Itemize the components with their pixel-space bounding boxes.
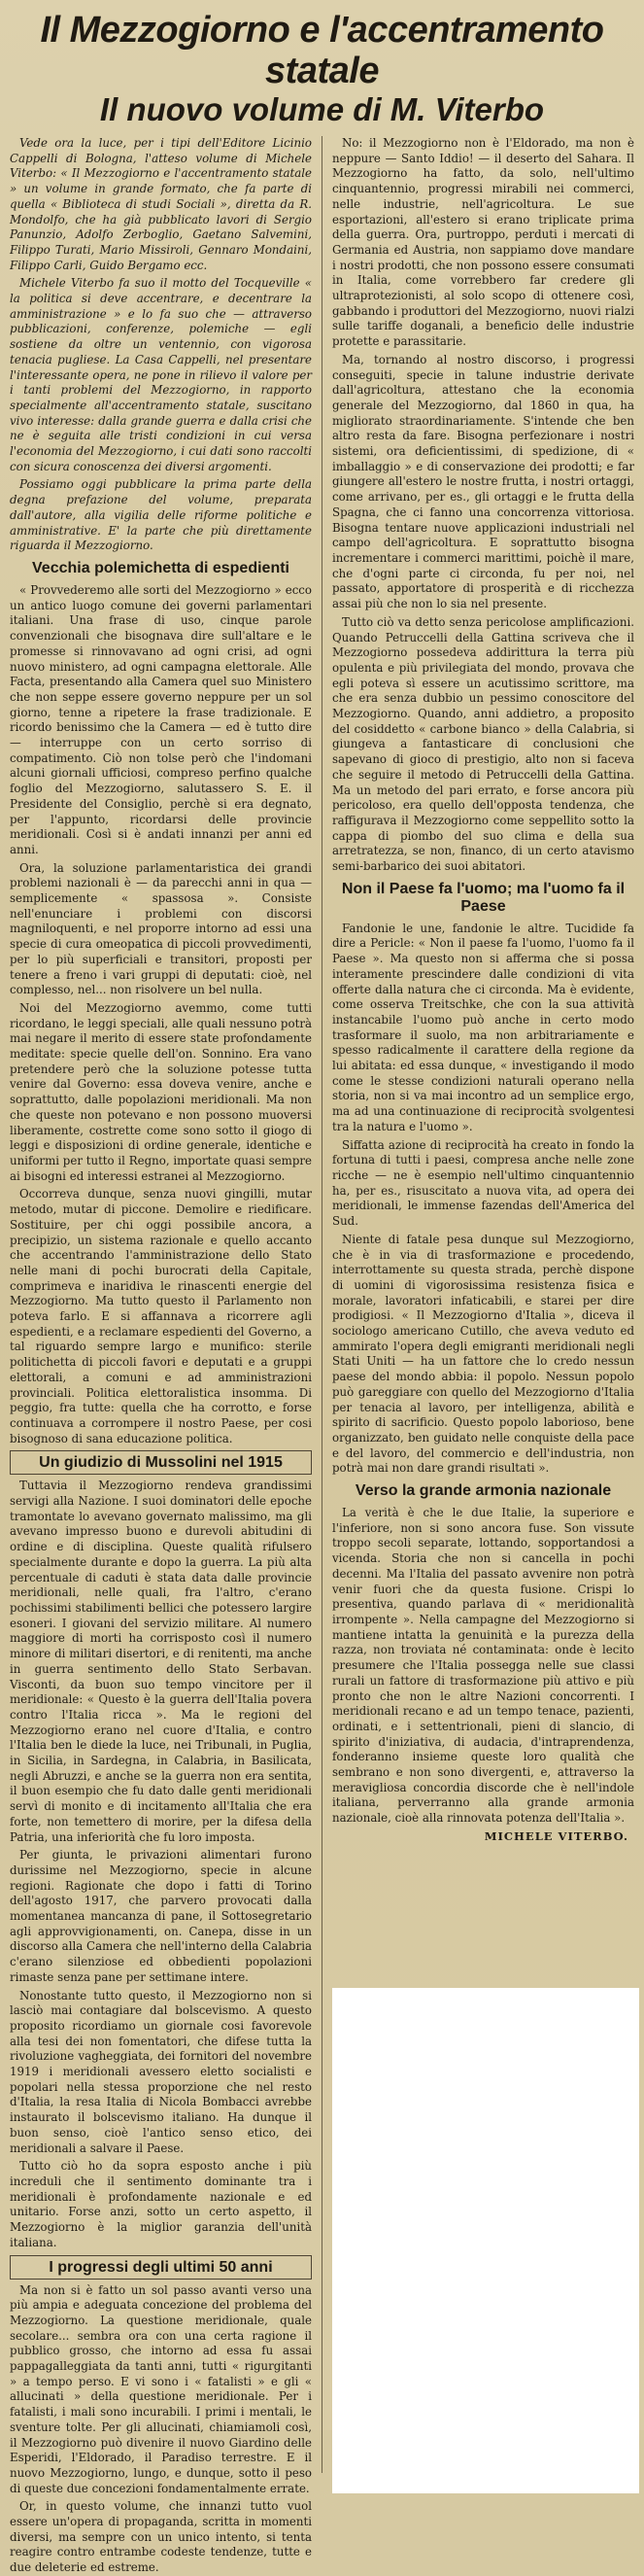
section-heading: Vecchia polemichetta di espedienti <box>32 559 289 576</box>
body-paragraph: Ora, la soluzione parlamentaristica dei grandi problemi nazionali è — da parecchi anni in qua — semplicemente « spassosa ». Consiste nell'enunciare i problemi con discorsi magniloquenti, e nel proporre intorno ad essi una specie di cura omeopatica di piccoli provvedimenti, per lo più superficiali e transitori, proposti per tenere a freno i vari gruppi di deputati: cioè, nel complesso, nel... non risolvere un bel nulla. <box>10 860 313 997</box>
headline: Il Mezzogiorno e l'accentramento statale <box>40 10 604 91</box>
blank-area <box>332 1988 639 2493</box>
body-paragraph: Occorreva dunque, senza nuovi gingilli, mutar metodo, mutar di piccone. Demolire e riedificare. Sostituire, per chi oggi possibile ancora, a precipizio, un sistema razionale e quello accanto che accentrando l'amministrazione dello Stato nelle mani di pochi burocrati della Capitale, comprimeva e inaridiva le rinascenti energie del Mezzogiorno. Ma tutto questo il Parlamento non poteva farlo. E si affannava a ricorrere agli espedienti, e a reclamare espedienti del Governo, a tal riguardo sempre largo e munifico: sterile politichetta di piccoli favori e deputati e a gruppi elettorali, a comuni e ad amministrazioni provinciali. Politica elettoralistica insomma. Di peggio, fra tutte: quella che ha corrotto, e forse continuava a corrompere il nostro Paese, per cosi bisognoso di sana educazione politica. <box>10 1187 313 1445</box>
intro-paragraph: Possiamo oggi pubblicare la prima parte della degna prefazione del volume, preparata dall'autore, alla vigilia delle riforme politiche e amministrative. E' la parte che più direttamente riguarda il Mezzogiorno. <box>10 477 313 553</box>
intro <box>10 136 312 554</box>
right-column <box>332 136 634 2473</box>
section-heading: I progressi degli ultimi 50 anni <box>10 2255 312 2280</box>
body-paragraph: Tutto ciò va detto senza pericolose amplificazioni. Quando Petruccelli della Gattina scriveva che il Mezzogiorno possedeva addirittura la terra più opulenta e più privilegiata del mondo, provava che egli poteva sì essere un acutissimo scrittore, ma che era senza dubbio un pessimo conoscitore del Mezzogiorno. Quando, anni addietro, a proposito del cosiddetto « carbone bianco » della Calabria, si giungeva a fantasticare di conclusioni che sapevano di gioco di prestigio, alto non si faceva che seguire il metodo di Petruccelli della Gattina. Ma un metodo del pari errato, e forse ancora più pericoloso, era quello dell'opposta tendenza, che raffigurava il Mezzogiorno come seppellito sotto la cappa di piombo del suo clima e della sua arretratezza, se non, financo, di un certo atavismo semi-barbarico dei suoi abitatori. <box>332 614 635 874</box>
article-columns <box>0 136 644 2575</box>
body-paragraph: Ma non si è fatto un sol passo avanti verso una più ampia e adeguata concezione del problema del Mezzogiorno. La questione meridionale, quale secolare... sembra ora con una certa ragione il pubblico grosso, che intorno ad essa fu assai pappagalleggiata da tanti anni, tutti « rigurgitanti » a tempo perso. E vi sono i « fatalisti » e gli « allucinati » della questione meridionale. Per i fatalisti, i mali sono incurabili. I primi i mentali, le sventure tolte. Per gli allucinati, chiamiamoli così, il Mezzogiorno può divenire il nuovo Giardino delle Esperidi, l'Eldorado, il Paradiso terrestre. E il nuovo Mezzogiorno, lungo, e dunque, sotto il peso di queste due concezioni fondamentalmente errate. <box>10 2282 313 2495</box>
body-paragraph: La verità è che le due Italie, la superiore e l'inferiore, non si sono ancora fuse. Son vissute troppo secoli separate, lottando, sopportandosi a vicenda. Storia che non si cancella in pochi decenni. Ma l'Italia del passato avvenire non potrà venir fuori che da questa fusione. Crispi lo presentiva, quando parlava di « meridionalità irrompente ». Nella campagne del Mezzogiorno si mantiene intatta la genuinità e la purezza della razza, non troviata né contaminata: onde è lecito presumere che l'Italia possegga nelle sue classi rurali un fattore di trasformazione più attivo e più pronto che non le altre Nazioni concorrenti. I meridionali recano e ad un tempo tenace, pazienti, ordinati, e i settentrionali, pieni di slancio, di spirito d'iniziativa, di audacia, d'intraprendenza, fonderanno insieme queste loro qualità che sembrano e non sono divergenti, e, attraverso la meravigliosa concordia discorde che è nell'indole italiana, perverranno alla grande armonia nazionale, cioè alla rinnovata potenza dell'Italia ». <box>332 1506 635 1826</box>
body-paragraph: Per giunta, le privazioni alimentari furono durissime nel Mezzogiorno, specie in alcune regioni. Ragionate che dopo i fatti di Torino dell'agosto 1917, che parvero provocati dalla momentanea mancanza di pane, il Sottosegretario agli approvvigionamenti, on. Canepa, disse in un discorso alla Camera che nell'interno della Calabria c'erano silenziose ed obbedienti popolazioni rimaste senza pane per settimane intere. <box>10 1848 313 1984</box>
section-heading: Un giudizio di Mussolini nel 1915 <box>10 1450 312 1475</box>
body-paragraph: Ma, tornando al nostro discorso, i progressi conseguiti, specie in talune industrie derivate dall'agricoltura, attestano che la economia generale del Mezzogiorno, dal 1860 in qua, ha migliorato straordinariamente. S'intende che ben altro resta da fare. Bisogna perfezionare i nostri sistemi, ora deficientissimi, di spedizione, di « imballaggio » e di conservazione dei prodotti; e far giungere all'estero le nostre frutta, i nostri ortaggi, come arrivano, per es., gli ortaggi e le frutta della Spagna, che ci fanno una concorrenza vittoriosa. Bisogna tentare nuove applicazioni industriali nel campo dell'agricoltura. E soprattutto bisogna incrementare i commerci marittimi, poichè il mare, che d'ogni parte ci circonda, fu per noi, nel passato, apportatore di prosperità e di ricchezza assai più che non lo sia nel presente. <box>332 352 635 611</box>
intro-paragraph: Michele Viterbo fa suo il motto del Tocqueville « la politica si deve accentrare, e decentrare la amministrazione » e lo fa suo che — attraverso pubblicazioni, conferenze, polemiche — egli sostiene da oltre un ventennio, con vigorosa tenacia pugliese. La Casa Cappelli, nel presentare l'interessante opera, ne pone in rilievo il valore per i tanti problemi del Mezzogiorno, in rapporto specialmente all'accentramento statale, suscitano vivo interesse: dalla grande guerra e dalla crisi che ne è seguita alle tristi condizioni in cui versa l'economia del Mezzogiorno, i cui dati sono raccolti con sicura conoscenza dei diversi argomenti. <box>10 276 313 473</box>
body-paragraph: Nonostante tutto questo, il Mezzogiorno non si lasciò mai contagiare dal bolscevismo. A questo proposito ricordiamo un giornale cosi favorevole alla tesi dei non fomentatori, che difese tutta la rivoluzione vagheggiata, dei fornitori del novembre 1919 i meridionali avessero eletto socialisti e popolari nella stessa proporzione che nel resto d'Italia, la resa Italia di Nicola Bombacci avrebbe instaurato il bolscevismo italiano. Ha dunque il buon senso, cioè l'antico senso etico, dei meridionali a salvare il Paese. <box>10 1988 313 2155</box>
body-paragraph: Siffatta azione di reciprocità ha creato in fondo la fortuna di tutti i paesi, compresa anche nelle zone ricche — ne è esempio nell'ultimo cinquantennio ha, per es., risuscitato a nuova vita, ad opera dei meridionali, le immense fazendas dell'America del Sud. <box>332 1137 635 1229</box>
body-paragraph: Tuttavia il Mezzogiorno rendeva grandissimi servigi alla Nazione. I suoi dominatori delle epoche tramontate lo avevano governato malissimo, ma gli avevano impresso buono e durevoli abitudini di ordine e di disciplina. Queste qualità rifulsero specialmente durante e dopo la guerra. La più alta percentuale di caduti è stata data dalle provincie meridionali, nelle quali, fra l'altro, c'erano pochissimi stabilimenti bellici che potessero largire esoneri. I giovani del servizio militare. Al numero maggiore di morti ha corrisposto così il numero minore di militari disertori, e di renitenti, ma anche in guerra sentimento dello Stato Serbavan. Visconti, da buon suo tempo vincitore per il meridionale: « Questo è la guerra dell'Italia povera contro l'Italia ricca ». Ma le regioni del Mezzogiorno erano nel cuore d'Italia, e contro l'Italia ben le diede la luce, nei Tribunali, in Puglia, in Sicilia, in Sardegna, in Calabria, in Basilicata, negli Abruzzi, e anche se la guerra non era sentita, il buon esempio che fu dato dalle genti meridionali servì di monito e di incitamento all'Italia che era forte, non temettero di morire, per la difesa della Patria, una inferiorità che fu loro imposta. <box>10 1479 313 1844</box>
body-paragraph: Noi del Mezzogiorno avemmo, come tutti ricordano, le leggi speciali, alle quali nessuno potrà mai negare il merito di essere state profondamente meditate: specie quelle dell'on. Sonnino. Era vano pretendere però che la soluzione potesse tutta venire dal Governo: essa doveva venire, anche e soprattutto, dalle popolazioni meridionali. Ma non che queste non potevano e non possono muoversi liberamente, costrette come sono sotto il giogo di leggi e disposizioni di ordine generale, identiche e uniformi per tutto il Regno, importate quasi sempre ai bisogni ed interessi estranei al Mezzogiorno. <box>10 1000 313 1183</box>
intro-paragraph: Vede ora la luce, per i tipi dell'Editore Licinio Cappelli di Bologna, l'atteso volume di Michele Viterbo: « Il Mezzogiorno e l'accentramento statale » un volume in grande formato, che fa parte di quella « Biblioteca di studi Sociali », diretta da R. Mondolfo, che ha già pubblicato lavori di Sergio Panunzio, Adolfo Zerboglio, Gaetano Salvemini, Filippo Turati, Mario Missiroli, Gennaro Mondaini, Filippo Carli, Guido Bergamo ecc. <box>10 136 313 272</box>
left-column <box>10 136 313 2575</box>
body-paragraph: No: il Mezzogiorno non è l'Eldorado, ma non è neppure — Santo Iddio! — il deserto del Sahara. Il Mezzogiorno ha fatto, da solo, nell'ultimo cinquantennio, progressi mirabili nei commerci, nelle industrie, nell'agricoltura. Le sue esportazioni, all'estero si erano triplicate prima della guerra. Ora, purtroppo, perduti i mercati di Germania ed Austria, non sappiamo dove mandare i nostri prodotti, che non possono essere consumati in Italia, come vorrebbero far credere gli ultraprotezionisti, al solo scopo di ottenere così, gabbando i produttori del Mezzogiorno, nuovi rialzi sulle tariffe doganali, a beneficio delle industrie protette e parassitarie. <box>332 136 635 349</box>
subheadline: Il nuovo volume di M. Viterbo <box>99 91 545 127</box>
body-paragraph: Tutto ciò ho da sopra esposto anche i più increduli che il sentimento dominante tra i meridionali è profondamente nazionale e ed unitario. Forse anzi, sotto un certo aspetto, il Mezzogiorno è la miglior garanzia dell'unità italiana. <box>10 2159 313 2249</box>
section-heading: Non il Paese fa l'uomo; ma l'uomo fa il Paese <box>341 880 626 915</box>
body-paragraph: « Provvederemo alle sorti del Mezzogiorno » ecco un antico luogo comune dei governi parlamentari italiani. Una frase di uso, cinque parole convenzionali che bisognava dire sull'altare e le promesse si rinnovavano ad ogni crisi, ad ogni nuovo ministero, ad ogni campagna elettorale. Alle Facta, presentando alla Camera quel suo Ministero che non seppe essere governo neppure per un sol giorno, tenne a ripetere la frase tradizionale. E ricordo benissimo che la Camera — ed è tutto dire — interruppe con un certo sorriso di compatimento. Ciò non tolse però che l'indomani alcuni giornali ufficiosi, compreso perfino qualche foglio del Mezzogiorno, salutassero S. E. il Presidente del Consiglio, perchè si era degnato, per l'appunto, ricordarsi delle provincie meridionali. Così si è andati innanzi per anni ed anni. <box>10 582 313 856</box>
section-heading: Verso la grande armonia nazionale <box>355 1482 612 1500</box>
body-paragraph: Or, in questo volume, che innanzi tutto vuol essere un'opera di propaganda, scritta in momenti diversi, ma sempre con un unico intento, si tenta reagire contro entrambe codeste tendenze, tutte e due deleterie ed estreme. <box>10 2499 313 2575</box>
body-paragraph: Fandonie le une, fandonie le altre. Tucidide fa dire a Pericle: « Non il paese fa l'uomo, l'uomo fa il Paese ». Ma questo non si afferma che si possa interamente prescindere dalle condizioni di vita offerte dalla natura che ci circonda. Ma è evidente, come osserva Treitschke, che con la sua attività instancabile l'uomo può anche in certo modo trasformare il suolo, ma non arbitrariamente e spesso radicalmente il carattere della regione da lui abitata: ed essa dunque, « investigando il modo come le stesse condizioni naturali operano nella storia, non si va mai incontro ad un semplice ergo, ma ad una continuazione di reciprocità svolgentesi tra la natura e l'uomo ». <box>332 921 635 1133</box>
author-signature: MICHELE VITERBO. <box>484 1828 629 1843</box>
body-paragraph: Niente di fatale pesa dunque sul Mezzogiorno, che è in via di trasformazione e procedendo, interrottamente su questa strada, perchè dispone di uomini di vigorosissima resistenza fisica e morale, lavoratori infaticabili, e starei per dire prodigiosi. « Il Mezzogiorno d'Italia », diceva il sociologo americano Cutillo, che aveva veduto ed ammirato l'opera degli emigranti meridionali negli Stati Uniti — ha un fattore che lo credo nessun paese del mondo abbia: il popolo. Nessun popolo può gareggiare con quello del Mezzogiorno d'Italia per tenacia al lavoro, per intelligenza, abilità e spirito di sacrificio. Questo popolo laborioso, bene organizzato, ben guidato nelle conquiste della pace e del lavoro, del commercio e dell'industria, non potrà mai non dare grandi risultati ». <box>332 1232 635 1476</box>
